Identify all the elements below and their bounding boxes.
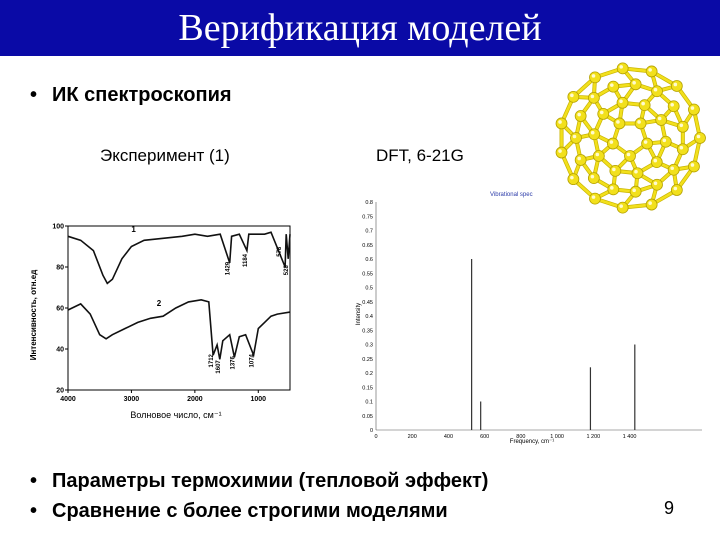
- dft-ytick-label: 0.15: [362, 385, 373, 392]
- fullerene-atom-highlight: [637, 120, 641, 124]
- fullerene-atom: [630, 186, 641, 197]
- fullerene-atom: [590, 72, 601, 83]
- fullerene-atom-highlight: [577, 157, 581, 161]
- fullerene-atom-highlight: [616, 120, 620, 124]
- fullerene-atom: [593, 151, 604, 162]
- fullerene-atom-highlight: [558, 120, 562, 124]
- fullerene-atom: [642, 138, 653, 149]
- fullerene-atom-highlight: [653, 159, 657, 163]
- fullerene-atom-highlight: [558, 149, 562, 153]
- fullerene-atom-highlight: [641, 102, 645, 106]
- exp-peak-annotation: 1184: [242, 253, 249, 267]
- fullerene-atom-highlight: [648, 68, 652, 72]
- fullerene-atom-highlight: [634, 170, 638, 174]
- dft-ytick-label: 0: [369, 428, 373, 434]
- fullerene-molecule-image: [544, 52, 716, 222]
- fullerene-atom-highlight: [674, 83, 678, 87]
- fullerene-atom-highlight: [570, 176, 574, 180]
- fullerene-atom: [639, 100, 650, 111]
- dft-xtick-label: 0: [374, 434, 378, 440]
- fullerene-atom: [556, 118, 567, 129]
- exp-xtick-label: 3000: [123, 396, 140, 403]
- dft-ytick-label: 0.35: [362, 328, 373, 335]
- exp-xlabel: Волновое число, см⁻¹: [130, 410, 222, 420]
- fullerene-atom: [695, 133, 706, 144]
- fullerene-atom: [590, 193, 601, 204]
- fullerene-atom: [646, 66, 657, 77]
- dft-xtick-label: 400: [443, 434, 454, 440]
- fullerene-atom-highlight: [632, 81, 636, 85]
- dft-xlabel: Frequency, cm⁻¹: [509, 439, 555, 445]
- fullerene-atom-highlight: [632, 188, 636, 192]
- fullerene-atom: [677, 121, 688, 132]
- fullerene-atom: [610, 165, 621, 176]
- dft-xtick-label: 800: [516, 434, 526, 440]
- fullerene-atom: [575, 111, 586, 122]
- dft-ytick-label: 0.6: [365, 257, 373, 263]
- fullerene-atom-highlight: [627, 153, 631, 157]
- fullerene-atom: [598, 108, 609, 119]
- fullerene-atom: [632, 168, 643, 179]
- slide-number: 9: [664, 498, 675, 518]
- fullerene-atom: [671, 185, 682, 196]
- fullerene-atom-highlight: [591, 95, 595, 99]
- bullet-model-comparison: [30, 500, 448, 523]
- fullerene-atom: [568, 91, 579, 102]
- fullerene-atom-highlight: [697, 135, 701, 139]
- dft-ytick-label: 0.2: [365, 371, 373, 377]
- fullerene-atom-highlight: [691, 163, 695, 167]
- exp-xtick-label: 2000: [187, 396, 203, 403]
- fullerene-atom-highlight: [670, 166, 674, 170]
- fullerene-atom: [608, 81, 619, 92]
- exp-peak-annotation: 1429: [225, 261, 232, 276]
- bullet-dot: •: [30, 470, 38, 492]
- fullerene-atom: [568, 174, 579, 185]
- fullerene-atom-highlight: [654, 88, 658, 92]
- fullerene-atom: [617, 97, 628, 108]
- fullerene-atom-highlight: [592, 74, 596, 78]
- fullerene-atom: [635, 118, 646, 129]
- exp-ytick-label: 80: [56, 264, 64, 272]
- dft-xtick-label: 1 200: [586, 434, 601, 440]
- fullerene-atom: [607, 138, 618, 149]
- dft-xtick-label: 200: [407, 434, 417, 440]
- fullerene-atom-highlight: [663, 138, 667, 142]
- fullerene-atom-highlight: [680, 146, 684, 150]
- fullerene-atom-highlight: [596, 153, 600, 157]
- fullerene-atom: [668, 164, 679, 175]
- exp-xtick-label: 1000: [250, 396, 267, 403]
- fullerene-atom-highlight: [592, 195, 596, 199]
- exp-ylabel: Интенсивность, отн.ед: [29, 269, 38, 361]
- fullerene-atom-highlight: [591, 131, 595, 135]
- dft-title: Vibrational spec: [490, 192, 533, 198]
- experimental-ir-chart: [24, 210, 300, 422]
- exp-plot-frame: [68, 226, 290, 390]
- exp-peak-annotation: 1712: [209, 354, 216, 368]
- exp-peak-annotation: 1074: [249, 354, 256, 368]
- fullerene-atom-highlight: [570, 94, 574, 98]
- dft-ytick-label: 0.3: [365, 342, 373, 349]
- fullerene-atom-highlight: [577, 113, 581, 117]
- fullerene-atom-highlight: [644, 140, 648, 144]
- dft-ytick-label: 0.55: [362, 271, 373, 278]
- fullerene-atom: [608, 184, 619, 195]
- fullerene-atom-highlight: [612, 168, 616, 172]
- experiment-label: Эксперимент (1): [100, 146, 230, 165]
- exp-peak-annotation: 1607: [215, 360, 222, 374]
- fullerene-atom: [677, 144, 688, 155]
- fullerene-atom-highlight: [654, 181, 658, 185]
- exp-peak-annotation: 528: [283, 265, 290, 276]
- dft-ytick-label: 0.8: [365, 200, 373, 206]
- fullerene-atom: [688, 161, 699, 172]
- fullerene-atom: [671, 80, 682, 91]
- fullerene-atom-highlight: [591, 175, 595, 179]
- slide-title: Верификация моделей: [178, 7, 542, 49]
- fullerene-atom-highlight: [680, 123, 684, 127]
- fullerene-atom: [588, 173, 599, 184]
- fullerene-atom: [625, 151, 636, 162]
- fullerene-atom-highlight: [674, 187, 678, 191]
- exp-ytick-label: 100: [52, 223, 64, 231]
- fullerene-atom-highlight: [619, 99, 623, 103]
- fullerene-atom: [589, 129, 600, 140]
- dft-ytick-label: 0.4: [365, 314, 373, 320]
- fullerene-atom: [588, 92, 599, 103]
- fullerene-atom: [575, 154, 586, 165]
- bullet-comparison-text: Сравнение с более строгими моделями: [52, 500, 448, 522]
- dft-ytick-label: 0.25: [362, 356, 373, 363]
- bullet-thermo-text: Параметры термохимии (тепловой эффект): [52, 470, 489, 492]
- fullerene-atom-highlight: [619, 65, 623, 69]
- fullerene-atom: [652, 179, 663, 190]
- dft-xtick-label: 1 000: [550, 434, 564, 440]
- fullerene-atom: [617, 202, 628, 213]
- fullerene-atom: [646, 199, 657, 210]
- fullerene-atom: [651, 157, 662, 168]
- dft-ytick-label: 0.75: [362, 214, 373, 221]
- dft-xtick-label: 600: [480, 434, 490, 440]
- fullerene-atom: [688, 104, 699, 115]
- fullerene-atom-highlight: [600, 111, 604, 115]
- fullerene-atom-highlight: [610, 83, 614, 87]
- fullerene-atom-highlight: [658, 117, 662, 121]
- fullerene-atom: [556, 147, 567, 158]
- fullerene-atom-highlight: [610, 186, 614, 190]
- fullerene-atom: [571, 133, 582, 144]
- fullerene-atom: [652, 86, 663, 97]
- fullerene-atom-highlight: [648, 201, 652, 205]
- fullerene-atom: [668, 101, 679, 112]
- dft-xtick-label: 1 400: [622, 434, 637, 440]
- exp-series-label-1: 1: [131, 225, 136, 235]
- fullerene-atom-highlight: [619, 204, 623, 208]
- exp-ytick-label: 40: [56, 346, 64, 354]
- dft-ytick-label: 0.05: [362, 413, 373, 420]
- fullerene-atom: [630, 79, 641, 90]
- dft-ytick-label: 0.65: [362, 242, 373, 249]
- bullet-ir-text: ИК спектроскопия: [52, 84, 232, 106]
- fullerene-atom-highlight: [670, 103, 674, 107]
- dft-label: DFT, 6-21G: [376, 146, 464, 165]
- fullerene-atom-highlight: [573, 135, 577, 139]
- fullerene-atom: [614, 118, 625, 129]
- dft-spectrum-chart: [340, 184, 710, 446]
- exp-xtick-label: 4000: [60, 396, 76, 403]
- dft-ytick-label: 0.45: [362, 299, 373, 306]
- exp-series-line-2: [68, 300, 290, 360]
- fullerene-atom-highlight: [610, 140, 614, 144]
- bullet-dot: •: [30, 84, 38, 106]
- fullerene-atom: [656, 115, 667, 126]
- bullet-dot: •: [30, 500, 38, 522]
- exp-series-label-2: 2: [156, 298, 162, 308]
- fullerene-atom: [617, 63, 628, 74]
- exp-peak-annotation: 578: [277, 246, 284, 257]
- exp-peak-annotation: 1376: [230, 356, 237, 370]
- dft-ytick-label: 0.1: [365, 399, 373, 406]
- dft-ylabel: Intensity: [356, 302, 362, 326]
- dft-ytick-label: 0.5: [365, 285, 373, 292]
- exp-ytick-label: 20: [56, 387, 64, 395]
- dft-ytick-label: 0.7: [365, 228, 373, 235]
- bullet-thermochemistry: [30, 470, 488, 493]
- fullerene-atom-highlight: [691, 106, 695, 110]
- exp-series-line-1: [68, 232, 290, 283]
- bullet-ir-spectroscopy: [30, 84, 232, 107]
- exp-ytick-label: 60: [56, 305, 64, 313]
- fullerene-atom: [660, 136, 671, 147]
